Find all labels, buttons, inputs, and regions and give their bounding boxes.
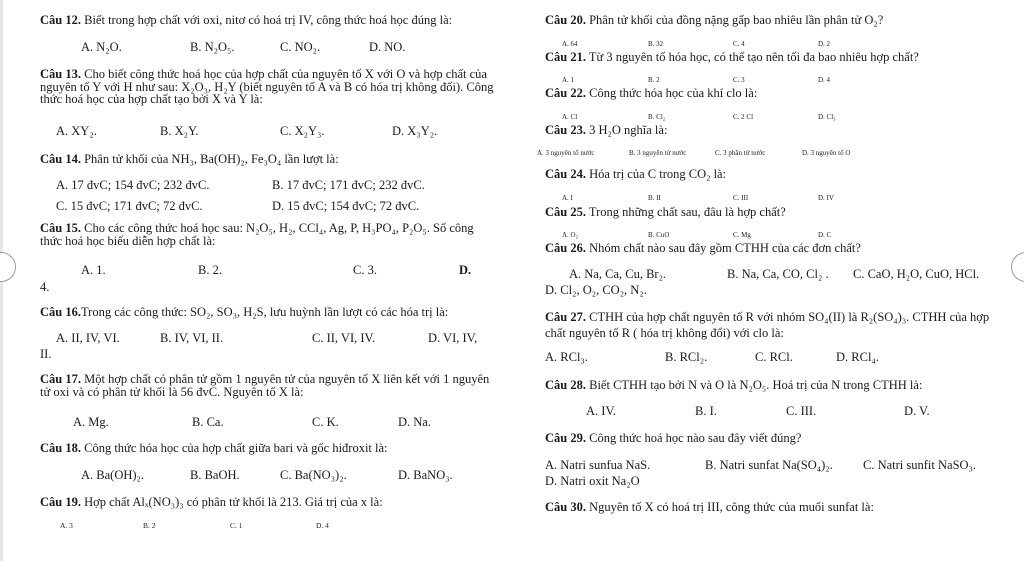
question-text: Phân tử khối của đồng nặng gấp bao nhiêu lần phân tử O₂? (589, 13, 884, 27)
option-b[interactable]: B. 2. (198, 263, 222, 277)
question-number: Câu 13. (40, 67, 81, 81)
option-b[interactable]: B. Natri sunfat Na(SO₄)₂. (705, 458, 833, 472)
question-number: Câu 22. (545, 86, 586, 100)
question-number: Câu 12. (40, 13, 81, 27)
question-number: Câu 23. (545, 123, 586, 137)
option-a[interactable]: A. O₂ (562, 231, 579, 239)
question-number: Câu 29. (545, 431, 586, 445)
question-number: Câu 26. (545, 241, 586, 255)
option-a[interactable]: A. Natri sunfua NaS. (545, 458, 651, 472)
option-c[interactable]: C. Natri sunfit NaSO₃. (863, 458, 977, 472)
prev-page-button[interactable] (0, 252, 16, 282)
question-text: Công thức hóa học của khí clo là: (589, 86, 758, 100)
question-number: Câu 19. (40, 495, 81, 509)
option-c[interactable]: C. X₂Y₃. (280, 124, 325, 138)
question-text: Công thức hóa học của hợp chất giữa bari và gốc hiđroxit là: (84, 441, 388, 455)
question-text: Biết trong hợp chất với oxi, nitơ có hoá trị IV, công thức hoá học đúng là: (84, 13, 453, 27)
option-d[interactable]: D. NO. (369, 40, 406, 54)
option-c[interactable]: C. II, VI, IV. (312, 331, 376, 345)
option-b[interactable]: B. 3 nguyên tử nước (629, 149, 687, 157)
option-c[interactable]: C. 3. (353, 263, 377, 277)
option-d[interactable]: D. Na. (398, 415, 431, 429)
option-a[interactable]: A. RCl₃. (545, 350, 588, 364)
option-a[interactable]: A. N₂O. (81, 40, 122, 54)
option-d[interactable]: D. V. (904, 404, 930, 418)
option-b[interactable]: B. 32 (648, 40, 664, 48)
question-29 (545, 431, 801, 445)
question-number: Câu 28. (545, 378, 586, 392)
option-d[interactable]: D. 3 nguyên tố O (802, 149, 851, 157)
question-28 (545, 378, 922, 392)
question-23 (545, 123, 667, 137)
question-19 (40, 495, 383, 509)
question-text: Nguyên tố X có hoá trị III, công thức của muối sunfat là: (589, 500, 874, 514)
option-c[interactable]: C. 15 đvC; 171 đvC; 72 đvC. (56, 199, 203, 213)
option-b[interactable]: B. 2 (143, 521, 156, 530)
question-text: Cho các công thức hoá học sau: N₂O₅, H₂, CCl₄, Ag, P, H₃PO₄, P₂O₅. Số công thức hoá học biểu diễn hợp chất là: (40, 221, 474, 248)
option-c[interactable]: C. RCl. (755, 350, 793, 364)
question-30 (545, 500, 874, 514)
option-b[interactable]: B. Cl₂ (648, 113, 666, 121)
question-27 (545, 309, 995, 341)
option-a[interactable]: A. Na, Ca, Cu, Br₂. (569, 267, 667, 281)
option-d[interactable]: D. 4 (818, 76, 831, 84)
question-text: CTHH của hợp chất nguyên tố R với nhóm SO₄(II) là R₂(SO₄)₃. CTHH của hợp chất nguyên tố R ( hóa trị không đổi) với clo là: (545, 310, 990, 340)
option-c[interactable]: C. 2 Cl (733, 113, 754, 121)
question-20 (545, 13, 883, 27)
question-text: Hóa trị của C trong CO₂ là: (589, 167, 727, 181)
question-22 (545, 86, 757, 100)
option-c[interactable]: C. 3 (733, 76, 745, 84)
question-text: 3 H₂O nghĩa là: (589, 123, 668, 137)
question-21 (545, 50, 919, 64)
question-25 (545, 205, 786, 219)
option-c[interactable]: C. 3 phân tử nước (715, 149, 766, 157)
question-number: Câu 30. (545, 500, 586, 514)
question-number: Câu 24. (545, 167, 586, 181)
question-number: Câu 25. (545, 205, 586, 219)
option-c[interactable]: C. 4 (733, 40, 745, 48)
option-b[interactable]: B. IV, VI, II. (160, 331, 224, 345)
question-13 (40, 68, 498, 106)
question-number: Câu 16. (40, 305, 81, 319)
question-text: Biết CTHH tạo bởi N và O là N₂O₅. Hoá trị của N trong CTHH là: (589, 378, 923, 392)
option-b[interactable]: B. II (648, 194, 661, 202)
question-text: Một hợp chất có phân tử gồm 1 nguyên tử của nguyên tố X liên kết với 1 nguyên tử oxi và có phân tử khối là 56 đvC. Nguyên tố X là: (40, 372, 490, 399)
option-d[interactable]: D. VI, IV, (428, 331, 478, 345)
option-a[interactable]: A. I (562, 194, 573, 202)
option-b[interactable]: B. X₂Y. (160, 124, 199, 138)
option-a[interactable]: A. 1. (81, 263, 106, 277)
question-text: Trong những chất sau, đâu là hợp chất? (588, 205, 786, 219)
option-c[interactable]: C. III (733, 194, 749, 202)
option-d[interactable]: D. C (818, 231, 832, 239)
option-b[interactable]: B. Na, Ca, CO, Cl₂ . (727, 267, 829, 281)
option-d[interactable]: D. IV (818, 194, 834, 202)
option-d[interactable]: D. 4 (316, 521, 329, 530)
option-a[interactable]: A. XY₂. (56, 124, 97, 138)
option-d[interactable]: D. Natri oxit Na₂O (545, 474, 640, 488)
question-16 (40, 305, 448, 319)
option-b[interactable]: B. 17 đvC; 171 đvC; 232 đvC. (272, 178, 425, 192)
option-d[interactable]: D. Cl₂, O₂, CO₂, N₂. (545, 283, 647, 297)
option-b[interactable]: B. Ca. (192, 415, 224, 429)
option-a[interactable]: A. 3 (60, 521, 73, 530)
option-d[interactable]: D. (459, 263, 472, 277)
option-b[interactable]: B. CuO (648, 231, 670, 239)
option-a[interactable]: A. Mg. (73, 415, 109, 429)
next-page-button[interactable] (1011, 252, 1024, 282)
option-d[interactable]: D. 15 đvC; 154 đvC; 72 đvC. (272, 199, 420, 213)
question-number: Câu 27. (545, 310, 586, 324)
option-b[interactable]: B. 2 (648, 76, 660, 84)
option-c[interactable]: C. 1 (230, 521, 243, 530)
question-text: Phân tử khối của NH₃, Ba(OH)₂, Fe₃O₄ lần lượt là: (84, 152, 339, 166)
question-text: Từ 3 nguyên tố hóa học, có thể tạo nên tối đa bao nhiêu hợp chất? (588, 50, 919, 64)
option-a[interactable]: A. IV. (586, 404, 616, 418)
question-text: Trong các công thức: SO₂, SO₃, H₂S, lưu huỳnh lần lượt có các hóa trị là: (80, 305, 449, 319)
option-d-value: II. (40, 347, 52, 361)
question-text: Nhóm chất nào sau đây gồm CTHH của các đơn chất? (589, 241, 861, 255)
question-text: Hợp chất Alₓ(NO₃)₃ có phân tử khối là 213. Giá trị của x là: (84, 495, 383, 509)
option-c[interactable]: C. Ba(NO₃)₂. (280, 468, 347, 482)
question-text: Công thức hoá học nào sau đây viết đúng? (589, 431, 802, 445)
option-d[interactable]: D. RCl₄. (836, 350, 879, 364)
option-a[interactable]: A. 1 (562, 76, 575, 84)
option-c[interactable]: C. III. (786, 404, 817, 418)
option-a[interactable]: A. 3 nguyên tố nước (537, 149, 595, 157)
option-d[interactable]: D. X₃Y₂. (392, 124, 438, 138)
question-14 (40, 152, 339, 166)
question-26 (545, 241, 861, 255)
option-d[interactable]: D. Cl₃ (818, 113, 836, 121)
question-number: Câu 21. (545, 50, 586, 64)
question-18 (40, 441, 388, 455)
option-d-value: 4. (40, 280, 50, 294)
question-12 (40, 13, 452, 27)
question-24 (545, 167, 726, 181)
option-b[interactable]: B. I. (695, 404, 717, 418)
option-c[interactable]: C. CaO, H₂O, CuO, HCl. (853, 267, 980, 281)
option-b[interactable]: B. BaOH. (190, 468, 240, 482)
option-a[interactable]: A. 17 đvC; 154 đvC; 232 đvC. (56, 178, 210, 192)
question-17 (40, 373, 498, 398)
option-a[interactable]: A. 64 (562, 40, 578, 48)
question-number: Câu 15. (40, 221, 81, 235)
question-number: Câu 18. (40, 441, 81, 455)
question-text: Cho biết công thức hoá học của hợp chất của nguyên tố X với O và hợp chất của nguyên tố Y với H như sau: X₂O₃, H₂Y (biết nguyên tố A và B có hóa trị không đổi). Công thức hoá học của hợp chất tạo bởi X và Y là: (40, 67, 494, 106)
question-number: Câu 14. (40, 152, 81, 166)
option-c[interactable]: C. K. (312, 415, 339, 429)
option-b[interactable]: B. N₂O₅. (190, 40, 235, 54)
option-a[interactable]: A. Cl (562, 113, 578, 121)
option-c[interactable]: C. NO₂. (280, 40, 321, 54)
question-number: Câu 20. (545, 13, 586, 27)
option-d[interactable]: D. 2 (818, 40, 831, 48)
question-15 (40, 222, 495, 247)
option-c[interactable]: C. Mg (733, 231, 751, 239)
option-a[interactable]: A. II, IV, VI. (56, 331, 120, 345)
question-number: Câu 17. (40, 372, 81, 386)
option-a[interactable]: A. Ba(OH)₂. (81, 468, 145, 482)
option-d[interactable]: D. BaNO₃. (398, 468, 453, 482)
option-b[interactable]: B. RCl₂. (665, 350, 708, 364)
